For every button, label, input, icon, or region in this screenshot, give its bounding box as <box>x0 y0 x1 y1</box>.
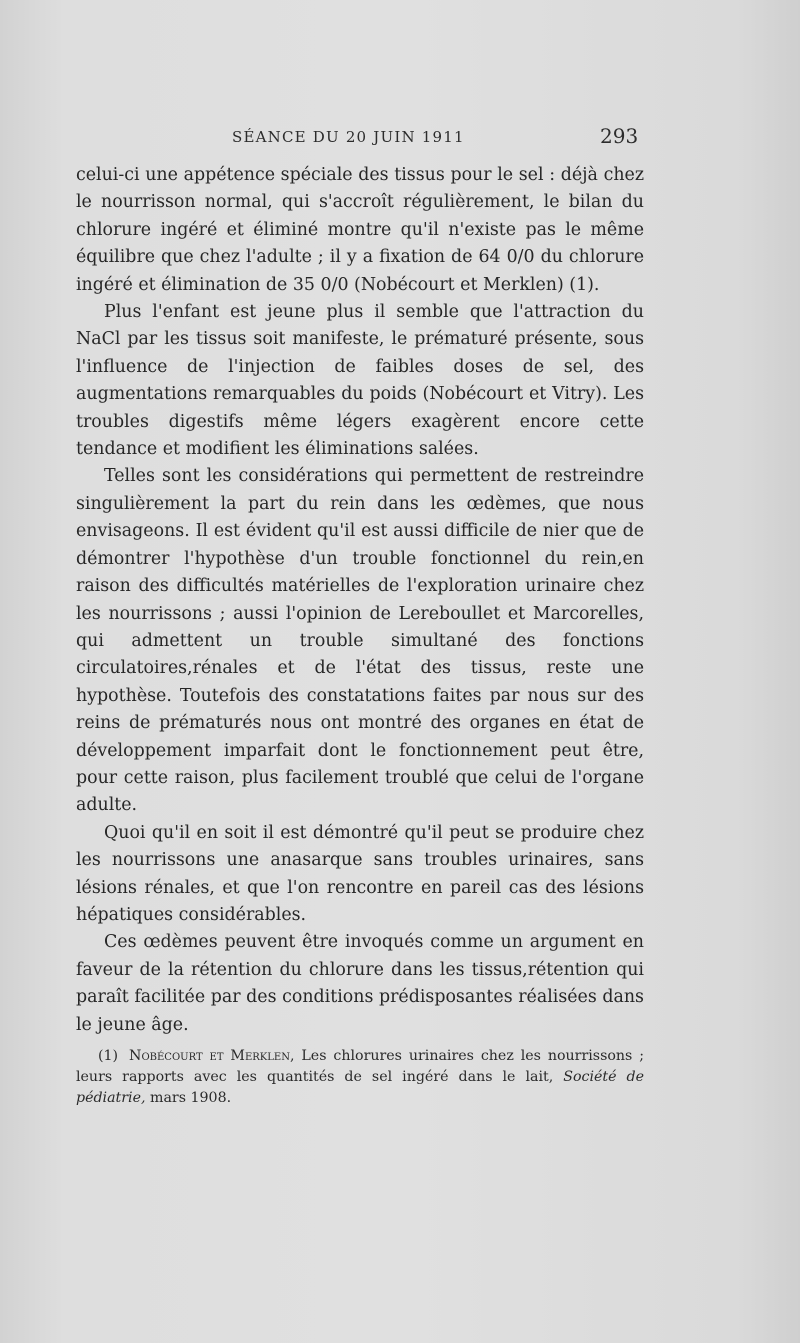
paragraph-2: Plus l'enfant est jeune plus il semble que l'attraction du NaCl par les tissus soit manifeste, le prématuré présente, sous l'influence de l'injection de faibles doses de sel, des augmentations remarquables du poids (Nobécourt et Vitry). Les troubles digestifs même légers exagèrent encore cette tendance et modifient les éliminations salées. <box>76 302 644 460</box>
footnote-journal: Société de pédiatrie, <box>76 1069 644 1106</box>
running-head: SÉANCE DU 20 JUIN 1911 <box>232 128 465 146</box>
footnote-date: mars 1908. <box>150 1090 232 1106</box>
paragraph-4: Quoi qu'il en soit il est démontré qu'il peut se produire chez les nourrissons une anasarque sans troubles urinaires, sans lésions rénales, et que l'on rencontre en pareil cas des lésions hépatiques considérables. <box>76 822 644 925</box>
footnote-authors: Nobécourt et Merklen, <box>129 1048 295 1064</box>
paragraph-5: Ces œdèmes peuvent être invoqués comme un argument en faveur de la rétention du chlorure dans les tissus,rétention qui paraît facilitée par des conditions prédisposantes réalisées dans le jeune âge. <box>76 932 644 1035</box>
footnote-text: Les chlorures urinaires chez les nourrissons ; leurs rapports avec les quantités de sel ingéré dans le lait, <box>76 1048 645 1085</box>
page-number: 293 <box>600 124 639 148</box>
paragraph-1: celui-ci une appétence spéciale des tissus pour le sel : déjà chez le nourrisson normal, qui s'accroît régulièrement, le bilan du chlorure ingéré et éliminé montre qu'il n'existe pas le même équilibre que chez l'adulte ; il y a fixation de 64 0/0 du chlorure ingéré et élimination de 35 0/0 (Nobécourt et Merklen) (1). <box>76 165 644 295</box>
paragraph-3: Telles sont les considérations qui permettent de restreindre singulièrement la part du rein dans les œdèmes, que nous envisageons. Il est évident qu'il est aussi difficile de nier que de démontrer l'hypothèse d'un trouble fonctionnel du rein,en raison des difficultés matérielles de l'exploration urinaire chez les nourrissons ; aussi l'opinion de Lereboullet et Marcorelles, qui admettent un trouble simultané des fonctions circulatoires,rénales et de l'état des tissus, reste une hypothèse. Toutefois des constatations faites par nous sur des reins de prématurés nous ont montré des organes en état de développement imparfait dont le fonctionnement peut être, pour cette raison, plus facilement troublé que celui de l'organe adulte. <box>76 466 644 816</box>
footnote-marker: (1) <box>98 1048 119 1064</box>
footnote <box>76 1046 644 1109</box>
body-text <box>76 162 644 1039</box>
